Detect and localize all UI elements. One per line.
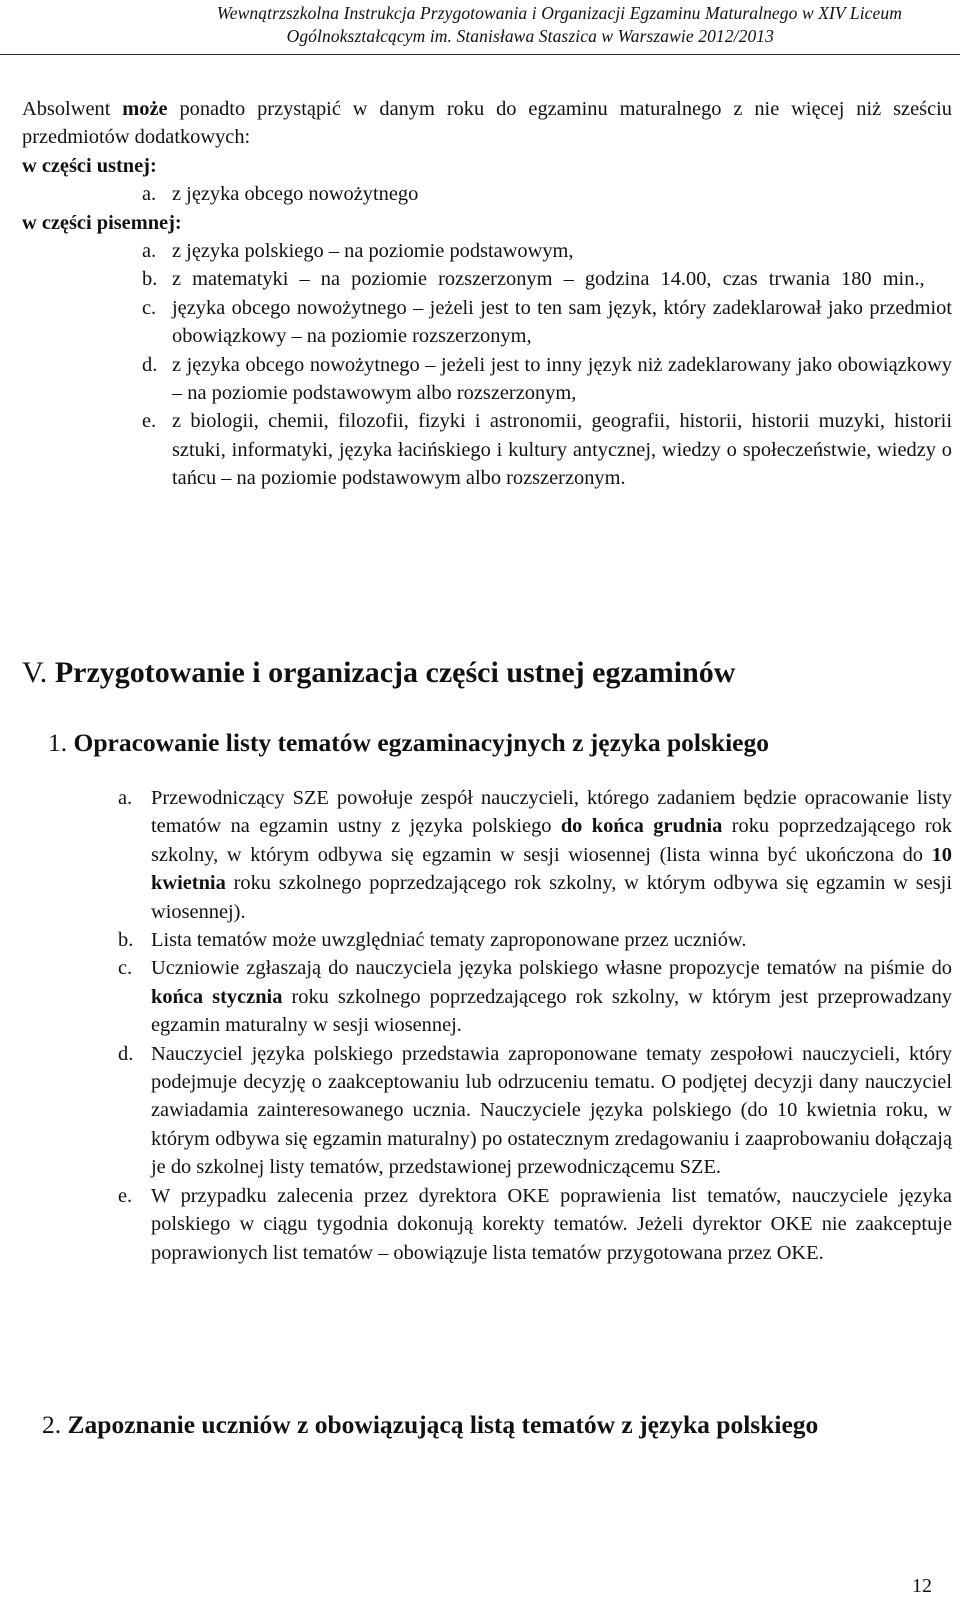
list-item (22, 954, 952, 1039)
list-marker: b. (142, 268, 158, 291)
list-marker: c. (118, 957, 133, 980)
list-item-text: z języka polskiego – na poziomie podstawowym, (172, 240, 574, 263)
list-item (22, 784, 952, 926)
intro-emphasis: może (122, 98, 168, 120)
header-line-1: Wewnątrzszkolna Instrukcja Przygotowania i Organizacji Egzaminu Maturalnego w XIV Liceum (216, 3, 902, 23)
list-item-text: W przypadku zalecenia przez dyrektora OKE poprawienia list tematów, nauczyciele języka polskiego w ciągu tygodnia dokonują korekty tematów. Jeżeli dyrektor OKE nie zaakceptuje poprawionych list tematów – obowiązuje lista tematów przygotowana przez OKE. (151, 1184, 952, 1264)
list-marker: a. (142, 240, 157, 263)
section-title-text: Przygotowanie i organizacja części ustnej egzaminów (54, 656, 736, 689)
list-item-text: z biologii, chemii, filozofii, fizyki i astronomii, geografii, historii, historii muzyki, historii sztuki, informatyki, języka łacińskiego i kultury antycznej, wiedzy o społeczeństwie, wiedzy o tańcu – na poziomie podstawowym albo rozszerzonym. (172, 410, 952, 490)
list-item-text-cont: roku szkolnego poprzedzającego rok szkolny, w którym odbywa się egzamin w sesji wiosennej). (151, 872, 952, 923)
section-title (22, 656, 735, 690)
list-item-text: Nauczyciel języka polskiego przedstawia zaproponowane tematy zespołowi nauczycieli, który podejmuje decyzję o zaakceptowaniu lub odrzuceniu tematu. O podjętej decyzji dany nauczyciel zawiadamia zainteresowanego ucznia. Nauczyciele języka polskiego (do 10 kwietnia roku, w którym odbywa się egzamin maturalny) po ostatecznym zredagowaniu i zaaprobowaniu dołączają je do szkolnej listy tematów, przedstawionej przewodniczącemu SZE. (151, 1042, 952, 1179)
list-item-text-cont: roku szkolnego poprzedzającego rok szkolny, w którym jest przeprowadzany egzamin maturalny w sesji wiosennej. (151, 985, 952, 1037)
list-item (22, 926, 952, 954)
list-item (22, 265, 952, 293)
page-number: 12 (912, 1575, 932, 1597)
list-marker: c. (142, 296, 157, 319)
written-part-heading: w części pisemnej: (22, 211, 182, 234)
subsection-1-list (22, 784, 952, 1267)
subsection-title-text: Zapoznanie uczniów z obowiązującą listą tematów z języka polskiego (67, 1410, 819, 1439)
subsection-title-1 (48, 728, 769, 758)
intro-paragraph (22, 95, 952, 152)
list-marker: e. (118, 1184, 133, 1207)
list-item-text: z matematyki – na poziomie rozszerzonym – godzina 14.00, czas trwania 180 min., (172, 268, 925, 291)
intro-text-cont: ponadto przystąpić w danym roku do egzaminu maturalnego z nie więcej niż sześciu przedmiotów dodatkowych: (22, 98, 952, 149)
list-item-text: z języka obcego nowożytnego – jeżeli jest to inny język niż zadeklarowany jako obowiązkowy – na poziomie podstawowym albo rozszerzonym, (172, 353, 952, 405)
list-marker: b. (118, 929, 134, 952)
deadline-emphasis: końca stycznia (151, 985, 283, 1008)
header-line-2: Ogólnokształcącym im. Stanisława Staszica w Warszawie 2012/2013 (286, 26, 774, 46)
list-item-text: z języka obcego nowożytnego (172, 183, 419, 206)
subsection-number: 2. (42, 1410, 62, 1439)
subsection-title-text: Opracowanie listy tematów egzaminacyjnych z języka polskiego (73, 728, 769, 757)
subsection-number: 1. (48, 728, 68, 757)
list-marker: d. (118, 1042, 134, 1065)
subsection-title-2 (42, 1410, 818, 1440)
list-item-text: Przewodniczący SZE powołuje zespół nauczycieli, którego zadaniem będzie opracowanie listy tematów na egzamin ustny z języka polskiego (151, 787, 952, 838)
list-item-text: języka obcego nowożytnego – jeżeli jest to ten sam język, który zadeklarował jako przedmiot obowiązkowy – na poziomie rozszerzonym, (172, 296, 952, 348)
section-number: V. (22, 656, 48, 689)
deadline-emphasis: do końca grudnia (560, 815, 723, 838)
list-item-text-cont: roku poprzedzającego rok szkolny, w którym odbywa się egzamin w sesji wiosennej (lista winna być ukończona do (151, 815, 952, 866)
page-header (0, 0, 960, 55)
list-item (22, 351, 952, 408)
intro-text: Absolwent (22, 98, 123, 120)
list-item (22, 237, 952, 265)
additional-subjects-block (22, 95, 952, 493)
deadline-emphasis: 10 kwietnia (151, 843, 952, 895)
list-marker: d. (142, 353, 158, 376)
list-item-text: Uczniowie zgłaszają do nauczyciela języka polskiego własne propozycje tematów na piśmie do (151, 957, 952, 980)
oral-part-heading: w części ustnej: (22, 154, 157, 177)
list-item (22, 1040, 952, 1182)
list-item (22, 180, 952, 208)
list-marker: a. (142, 183, 157, 206)
list-item (22, 294, 952, 351)
list-item (22, 1182, 952, 1267)
list-item-text: Lista tematów może uwzględniać tematy zaproponowane przez uczniów. (151, 929, 747, 952)
list-marker: a. (118, 787, 133, 809)
list-marker: e. (142, 410, 157, 433)
list-item (22, 407, 952, 492)
